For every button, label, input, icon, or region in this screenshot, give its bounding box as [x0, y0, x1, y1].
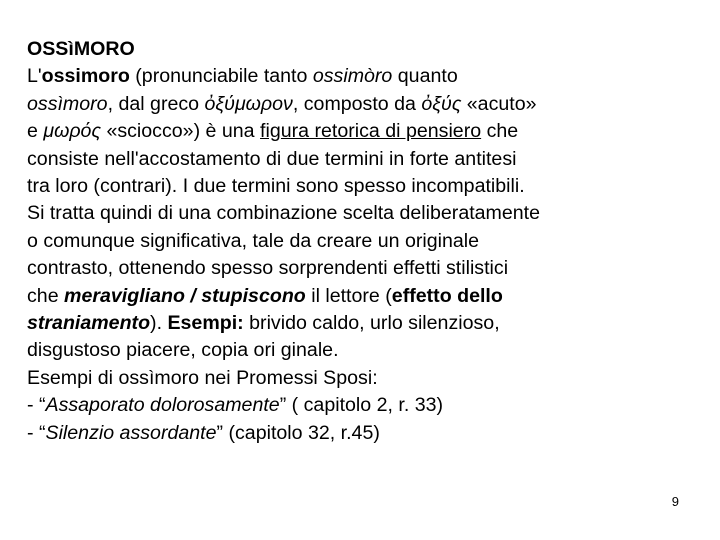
example-line: - “Assaporato dolorosamente” ( capitolo 2, r. 33) [27, 394, 444, 417]
text-line: disgustoso piacere, copia ori ginale. [27, 339, 339, 362]
text-line: ossìmoro, dal greco ὀξύμωρον, composto da ὀξύς «acuto» [27, 92, 537, 115]
text-line: contrasto, ottenendo spesso sorprendenti effetti stilistici [27, 257, 509, 280]
text-line: L'ossimoro (pronunciabile tanto ossimòro quanto [27, 65, 458, 88]
slide-title: OSSìMORO [27, 38, 135, 60]
text-line: o comunque significativa, tale da creare un originale [27, 229, 480, 252]
text-line: consiste nell'accostamento di due termini in forte antitesi [27, 147, 517, 170]
slide-body [27, 36, 697, 447]
text-line: Esempi di ossìmoro nei Promessi Sposi: [27, 366, 378, 389]
figura-retorica-link[interactable]: figura retorica di pensiero [260, 120, 482, 143]
text-line: tra loro (contrari). I due termini sono spesso incompatibili. [27, 175, 525, 198]
example-line: - “Silenzio assordante” (capitolo 32, r.45) [27, 421, 380, 444]
text-line: Si tratta quindi di una combinazione scelta deliberatamente [27, 202, 541, 225]
text-line: straniamento). Esempi: brivido caldo, urlo silenzioso, [27, 312, 500, 335]
text-line: che meravigliano / stupiscono il lettore (effetto dello [27, 284, 503, 307]
text-line: e μωρός «sciocco») è una figura retorica di pensiero che [27, 120, 519, 143]
page-number: 9 [671, 494, 679, 509]
